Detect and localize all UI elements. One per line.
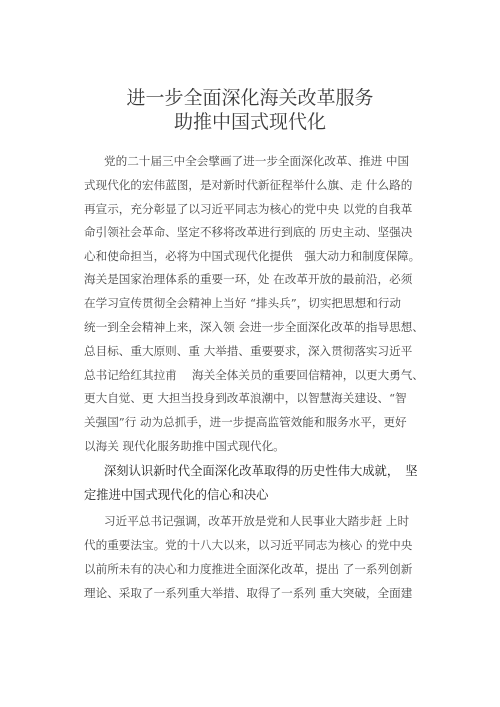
paragraph-1-line: 党的二十届三中全会擘画了进一步全面深化改革、推进 中国 <box>104 154 410 168</box>
paragraph-2-line: 代的重要法宝。党的十八大以来，以习近平同志为核心 的党中央 <box>84 538 413 552</box>
section-heading-line: 深刻认识新时代全面深化改革取得的历史性伟大成就， 坚 <box>104 464 418 478</box>
paragraph-1-line: 统一到全会精神上来，深入领 会进一步全面深化改革的指导思想、 <box>84 320 424 334</box>
document-title-line-1: 进一步全面深化海关改革服务 <box>126 87 374 109</box>
paragraph-1-line: 以海关 现代化服务助推中国式现代化。 <box>84 439 285 453</box>
paragraph-2-line: 以前所未有的决心和力度推进全面深化改革，提出 了一系列创新 <box>84 562 413 576</box>
paragraph-1-line: 海关是国家治理体系的重要一环，处 在改革开放的最前沿，必须 <box>84 272 413 286</box>
paragraph-1-line: 式现代化的宏伟蓝图，是对新时代新征程举什么旗、走 什么路的 <box>84 178 413 192</box>
paragraph-2-line: 理论、采取了一系列重大举措、取得了一系列 重大突破，全面建 <box>84 586 413 600</box>
document-title-line-2: 助推中国式现代化 <box>173 111 326 133</box>
paragraph-1-line: 更大自觉、更 大担当投身到改革浪潮中，以智慧海关建设、“智 <box>84 391 407 405</box>
paragraph-1-line: 总书记给红其拉甫 海关全体关员的重要回信精神，以更大勇气、 <box>84 368 424 382</box>
paragraph-2-line: 习近平总书记强调，改革开放是党和人民事业大踏步赶 上时 <box>104 514 410 528</box>
paragraph-1-line: 在学习宣传贯彻全会精神上当好 “排头兵”，切实把思想和行动 <box>84 296 401 310</box>
paragraph-1-line: 心和使命担当，必将为中国式现代化提供 强大动力和制度保障。 <box>84 249 421 263</box>
paragraph-1-line: 总目标、重大原则、重 大举措、重要要求，深入贯彻落实习近平 <box>84 344 413 358</box>
section-heading-line: 定推进中国式现代化的信心和决心 <box>84 488 269 502</box>
paragraph-1-line: 命引领社会革命、坚定不移将改革进行到底的 历史主动、坚强决 <box>84 225 413 239</box>
paragraph-1-line: 再宣示，充分彰显了以习近平同志为核心的党中央 以党的自我革 <box>84 202 413 216</box>
paragraph-1-line: 关强国”行 动为总抓手，进一步提高监管效能和服务水平，更好 <box>84 415 407 429</box>
